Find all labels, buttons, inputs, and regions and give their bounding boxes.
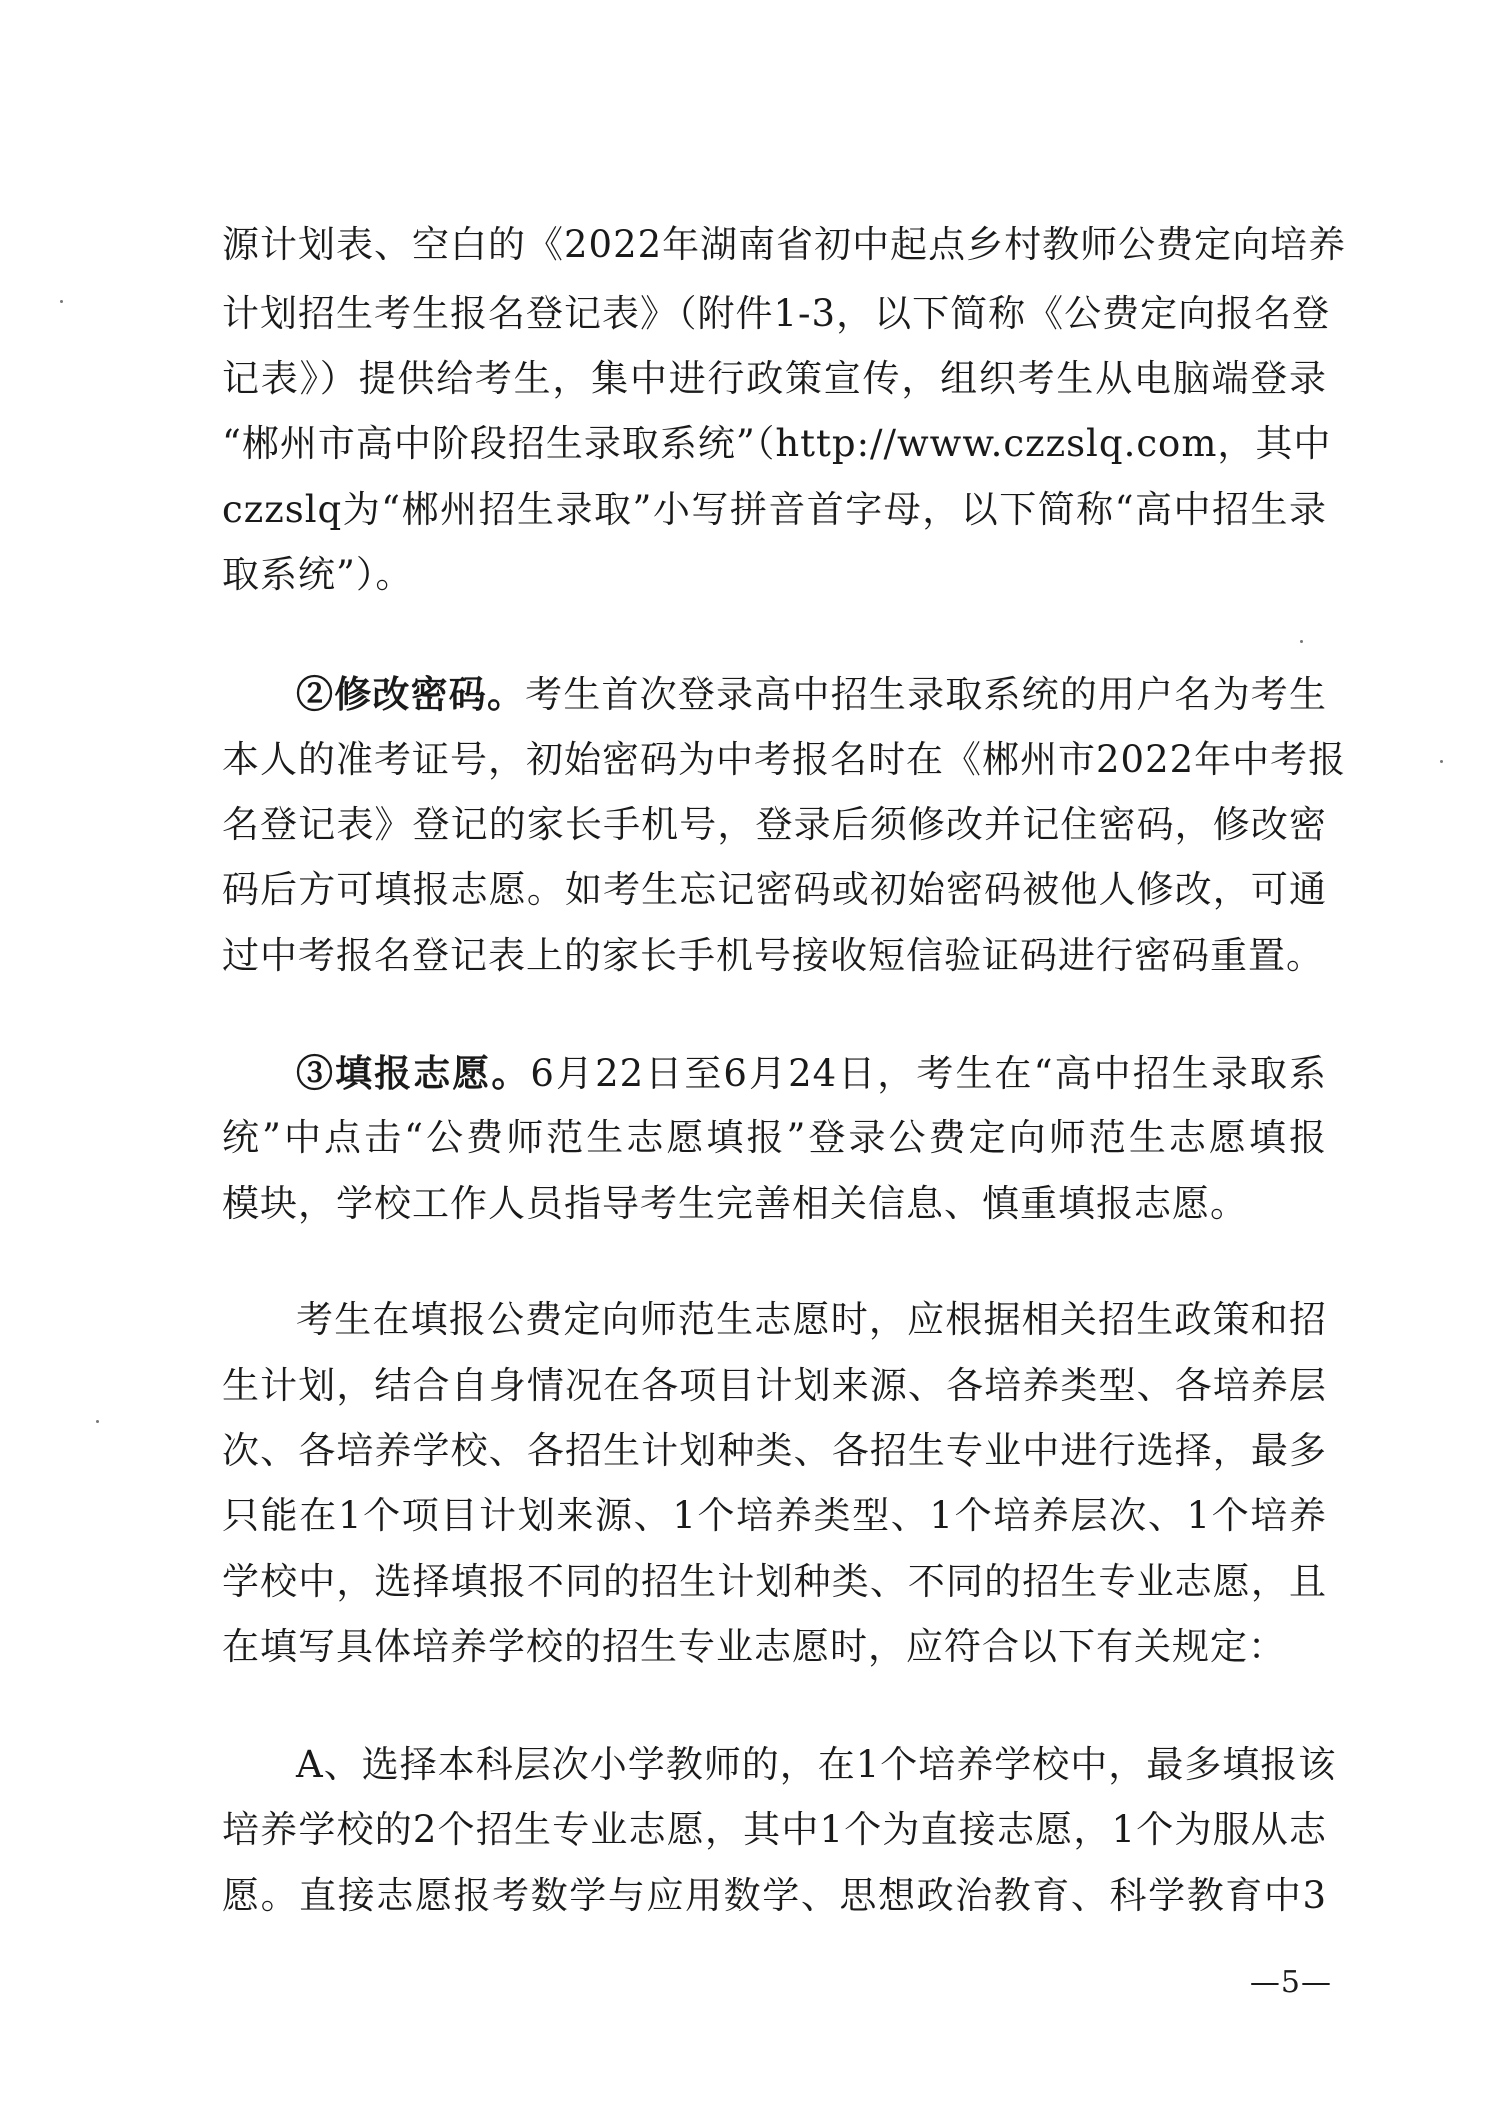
text-line bbox=[296, 1738, 1337, 1792]
page-number: —5— bbox=[1249, 1965, 1332, 2000]
scan-speck bbox=[96, 1420, 99, 1423]
section-heading: ③填报志愿。 bbox=[296, 1051, 531, 1095]
text-line bbox=[222, 798, 1327, 852]
section-heading: ②修改密码。 bbox=[296, 672, 526, 716]
line-text: 6月22日至6月24日，考生在“高中招生录取系 bbox=[530, 1052, 1327, 1095]
line-text: 次、各培养学校、各招生计划种类、各招生专业中进行选择，最多 bbox=[222, 1429, 1327, 1472]
line-text: 名登记表》登记的家长手机号，登录后须修改并记住密码，修改密 bbox=[222, 803, 1327, 846]
line-text: 过中考报名登记表上的家长手机号接收短信验证码进行密码重置。 bbox=[222, 934, 1324, 977]
line-text: 在填写具体培养学校的招生专业志愿时，应符合以下有关规定： bbox=[222, 1625, 1286, 1668]
text-line bbox=[222, 287, 1331, 341]
scan-speck bbox=[1440, 760, 1443, 763]
text-line bbox=[222, 1869, 1327, 1923]
text-line bbox=[222, 1359, 1327, 1413]
text-line bbox=[222, 1555, 1327, 1609]
text-line bbox=[222, 417, 1332, 471]
line-text: 统”中点击“公费师范生志愿填报”登录公费定向师范生志愿填报 bbox=[222, 1116, 1327, 1159]
line-text: 学校中，选择填报不同的招生计划种类、不同的招生专业志愿，且 bbox=[222, 1560, 1327, 1603]
text-line bbox=[222, 1111, 1327, 1165]
line-text: 考生在填报公费定向师范生志愿时，应根据相关招生政策和招 bbox=[296, 1298, 1327, 1341]
text-line bbox=[222, 548, 1327, 602]
text-line bbox=[222, 929, 1327, 983]
text-line bbox=[222, 1803, 1327, 1857]
text-line bbox=[222, 1489, 1327, 1543]
scan-speck bbox=[1300, 640, 1303, 643]
line-text: 考生首次登录高中招生录取系统的用户名为考生 bbox=[525, 673, 1328, 716]
text-line bbox=[222, 863, 1327, 917]
line-text: 码后方可填报志愿。如考生忘记密码或初始密码被他人修改，可通 bbox=[222, 868, 1327, 911]
text-line bbox=[222, 218, 1347, 272]
line-text: 记表》）提供给考生，集中进行政策宣传，组织考生从电脑端登录 bbox=[222, 357, 1327, 400]
text-line bbox=[222, 1177, 1327, 1231]
line-text: 计划招生考生报名登记表》（附件1-3，以下简称《公费定向报名登 bbox=[222, 292, 1331, 335]
line-text: czzslq为“郴州招生录取”小写拼音首字母，以下简称“高中招生录 bbox=[222, 488, 1327, 531]
text-line bbox=[222, 352, 1327, 406]
line-text: 源计划表、空白的《2022年湖南省初中起点乡村教师公费定向培养 bbox=[222, 223, 1347, 266]
scan-speck bbox=[60, 300, 63, 303]
text-line bbox=[222, 733, 1347, 787]
line-text: 取系统”）。 bbox=[222, 553, 414, 596]
line-text: 模块，学校工作人员指导考生完善相关信息、慎重填报志愿。 bbox=[222, 1182, 1248, 1225]
text-line bbox=[296, 1046, 1327, 1100]
line-text: 只能在1个项目计划来源、1个培养类型、1个培养层次、1个培养 bbox=[222, 1494, 1327, 1537]
line-text: “郴州市高中阶段招生录取系统”（http://www.czzslq.com，其中 bbox=[222, 422, 1332, 465]
text-line bbox=[222, 1620, 1327, 1674]
line-text: 本人的准考证号，初始密码为中考报名时在《郴州市2022年中考报 bbox=[222, 738, 1347, 781]
text-line bbox=[296, 1293, 1327, 1347]
text-line bbox=[222, 1424, 1327, 1478]
text-line bbox=[296, 667, 1327, 721]
line-text: 生计划，结合自身情况在各项目计划来源、各培养类型、各培养层 bbox=[222, 1364, 1327, 1407]
line-text: A、选择本科层次小学教师的，在1个培养学校中，最多填报该 bbox=[296, 1743, 1337, 1786]
text-line bbox=[222, 483, 1327, 537]
line-text: 培养学校的2个招生专业志愿，其中1个为直接志愿，1个为服从志 bbox=[222, 1808, 1327, 1851]
line-text: 愿。直接志愿报考数学与应用数学、思想政治教育、科学教育中3 bbox=[222, 1874, 1327, 1917]
